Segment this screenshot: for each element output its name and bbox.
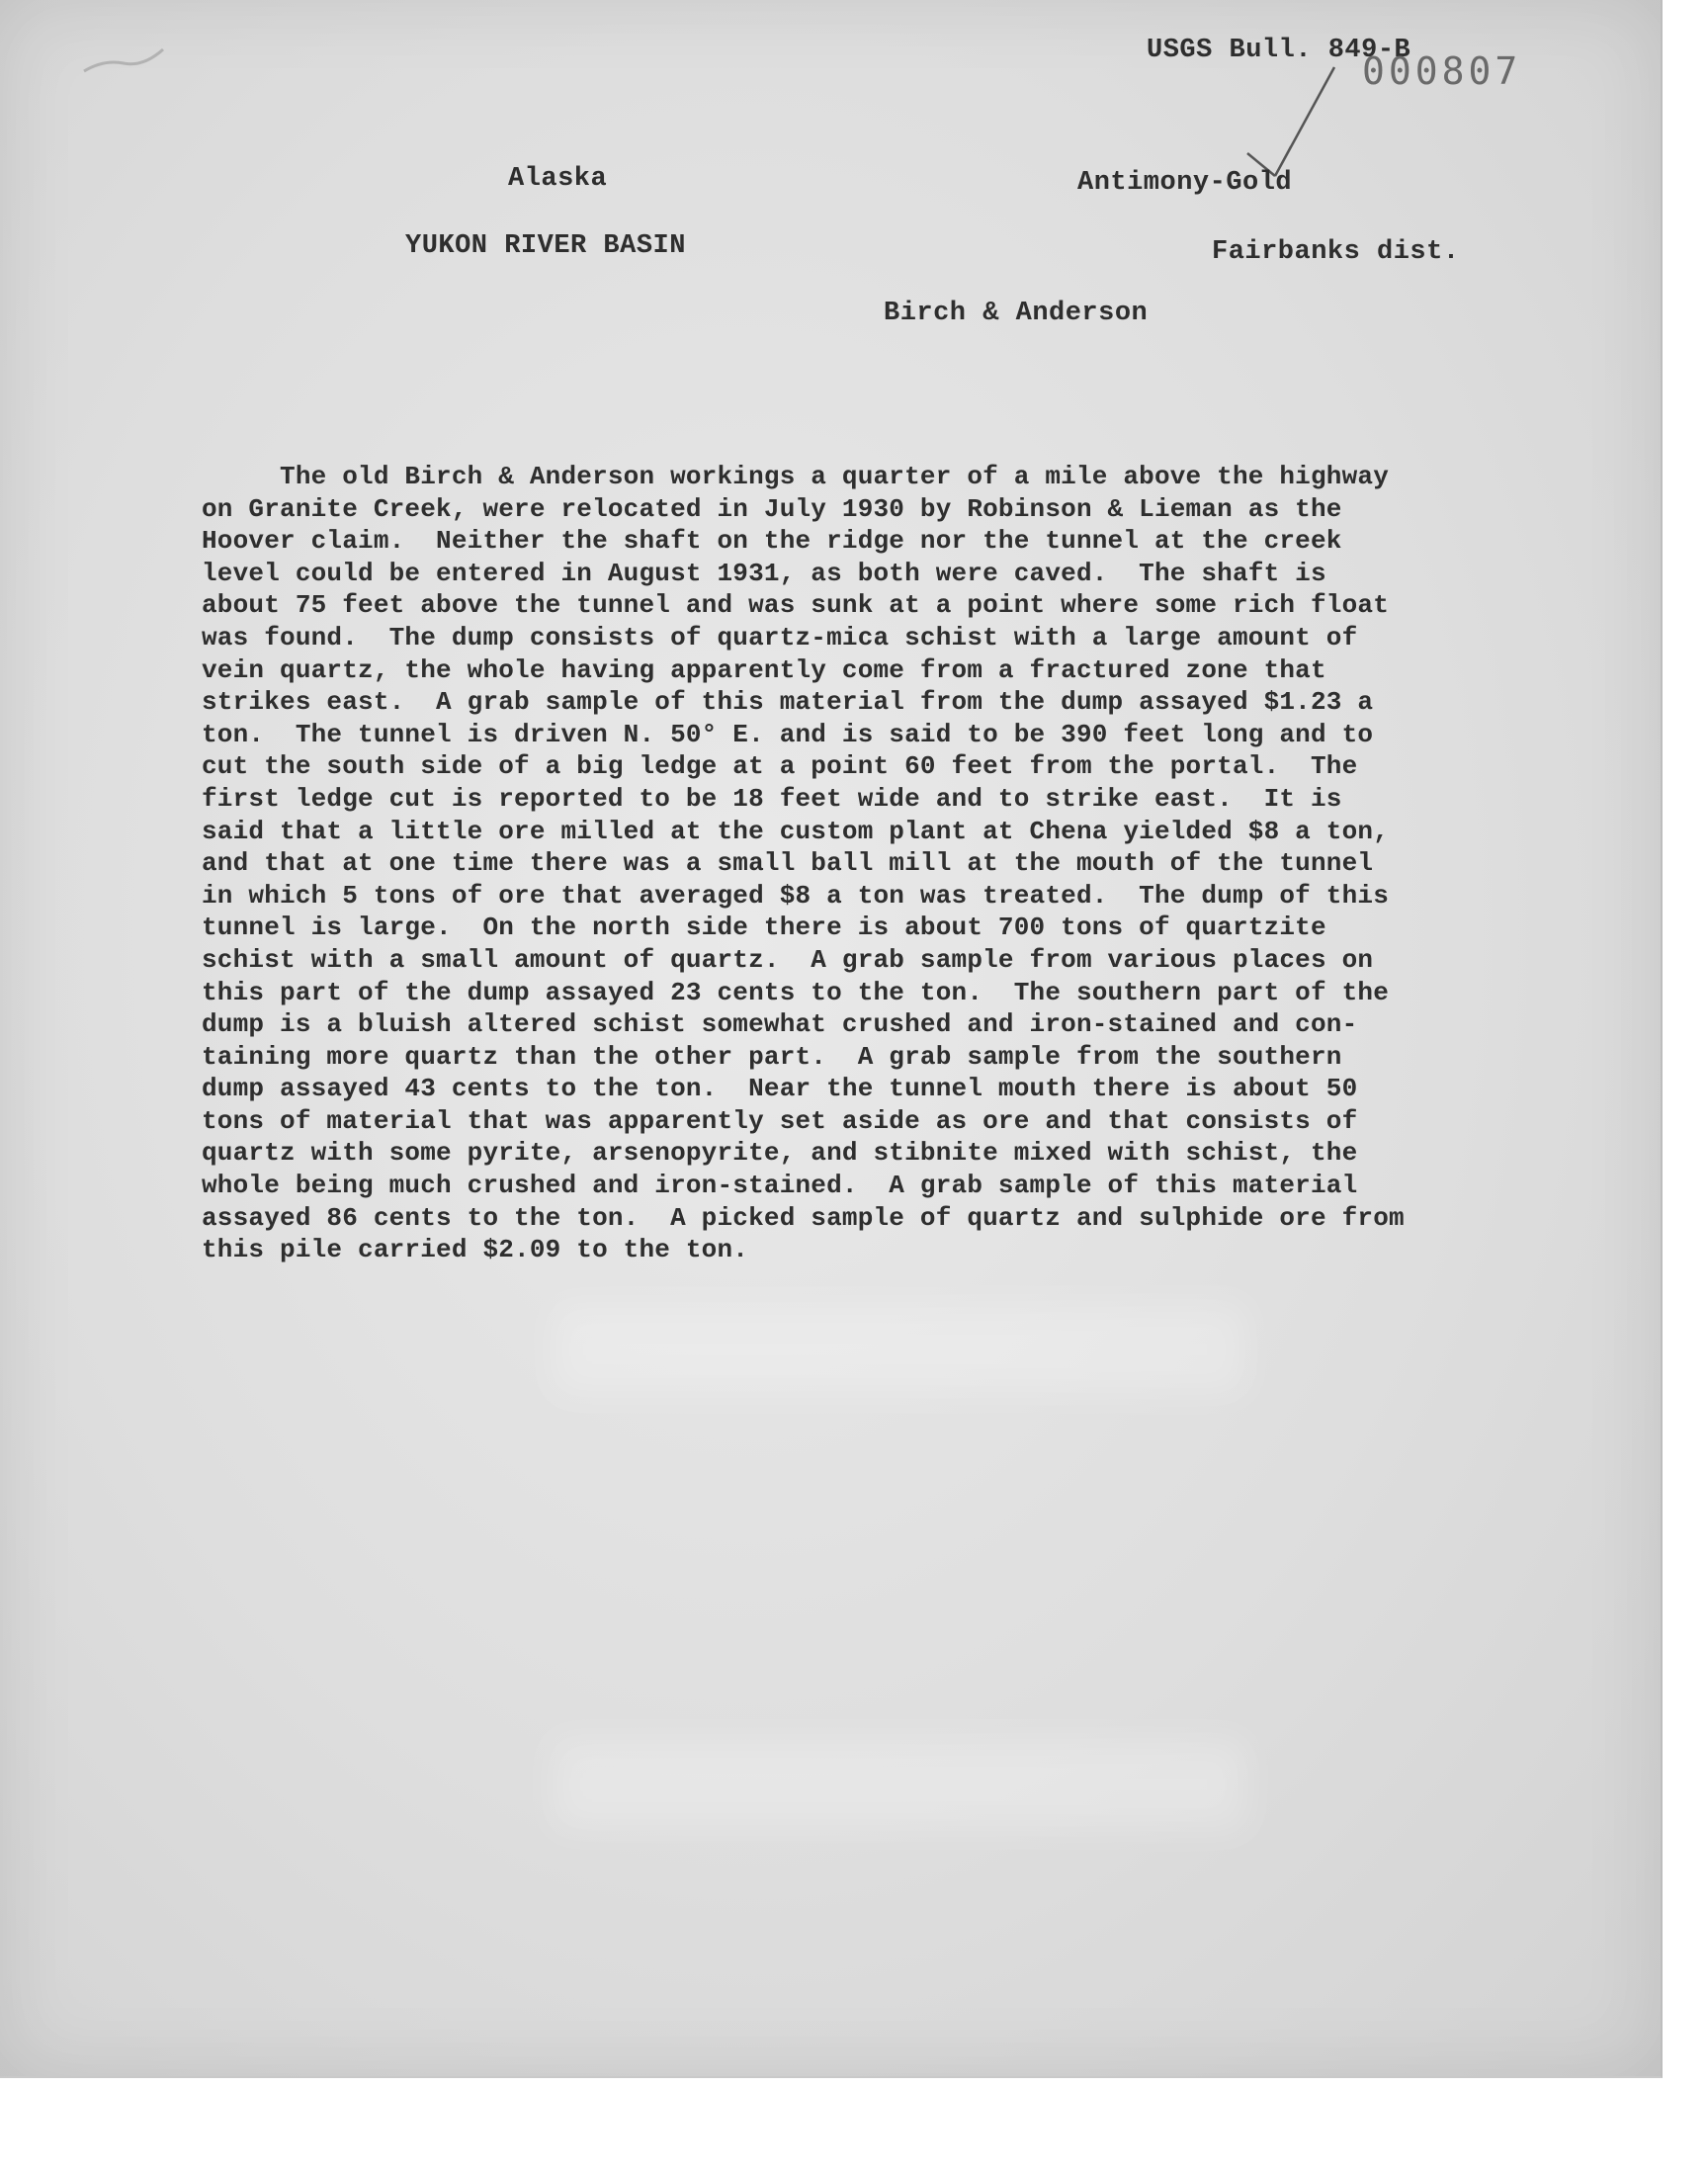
body-line: cut the south side of a big ledge at a point 60 feet from the portal. The (202, 751, 1358, 782)
body-line: this part of the dump assayed 23 cents to the ton. The southern part of the (202, 977, 1389, 1007)
body-line: tons of material that was apparently set aside as ore and that consists of (202, 1105, 1358, 1136)
commodity-heading: Antimony-Gold (1077, 168, 1293, 198)
body-line: dump assayed 43 cents to the ton. Near the tunnel mouth there is about 50 (202, 1074, 1358, 1104)
body-line: about 75 feet above the tunnel and was sunk at a point where some rich float (202, 590, 1389, 621)
body-line: vein quartz, the whole having apparently come from a fractured zone that (202, 654, 1326, 685)
body-line: first ledge cut is reported to be 18 feet wide and to strike east. It is (202, 783, 1342, 814)
property-title: Birch & Anderson (884, 299, 1149, 328)
bleed-through-shadow (554, 1740, 1245, 1829)
body-line: and that at one time there was a small ball mill at the mouth of the tunnel (202, 848, 1374, 879)
body-line: dump is a bluish altered schist somewhat crushed and iron-stained and con- (202, 1009, 1358, 1040)
region-heading: YUKON RIVER BASIN (405, 231, 686, 261)
body-line: assayed 86 cents to the ton. A picked sample of quartz and sulphide ore from (202, 1202, 1405, 1233)
bulletin-reference: USGS Bull. 849-B (1147, 36, 1411, 65)
body-line: level could be entered in August 1931, as both were caved. The shaft is (202, 558, 1326, 588)
body-line: was found. The dump consists of quartz-mica schist with a large amount of (202, 622, 1358, 652)
body-line: schist with a small amount of quartz. A grab sample from various places on (202, 944, 1374, 975)
body-line: strikes east. A grab sample of this material from the dump assayed $1.23 a (202, 687, 1374, 718)
body-line: ton. The tunnel is driven N. 50° E. and is said to be 390 feet long and to (202, 719, 1374, 749)
body-line: whole being much crushed and iron-stained. A grab sample of this material (202, 1171, 1358, 1201)
body-line: said that a little ore milled at the custom plant at Chena yielded $8 a ton, (202, 816, 1389, 846)
document-number-stamp: 000807 (1362, 49, 1522, 93)
smudge-mark (79, 40, 168, 79)
body-line: in which 5 tons of ore that averaged $8 a ton was treated. The dump of this (202, 880, 1389, 911)
district-heading: Fairbanks dist. (1212, 237, 1460, 267)
bleed-through-shadow (554, 1305, 1245, 1394)
state-heading: Alaska (508, 164, 608, 194)
body-line: this pile carried $2.09 to the ton. (202, 1235, 749, 1265)
body-paragraph (202, 461, 1487, 1266)
body-line: Hoover claim. Neither the shaft on the ridge nor the tunnel at the creek (202, 526, 1342, 557)
body-line: on Granite Creek, were relocated in July 1930 by Robinson & Lieman as the (202, 493, 1342, 524)
body-line: The old Birch & Anderson workings a quarter of a mile above the highway (202, 462, 1389, 491)
body-line: taining more quartz than the other part. A grab sample from the southern (202, 1041, 1342, 1072)
body-line: quartz with some pyrite, arsenopyrite, and stibnite mixed with schist, the (202, 1138, 1358, 1169)
body-line: tunnel is large. On the north side there is about 700 tons of quartzite (202, 913, 1326, 943)
